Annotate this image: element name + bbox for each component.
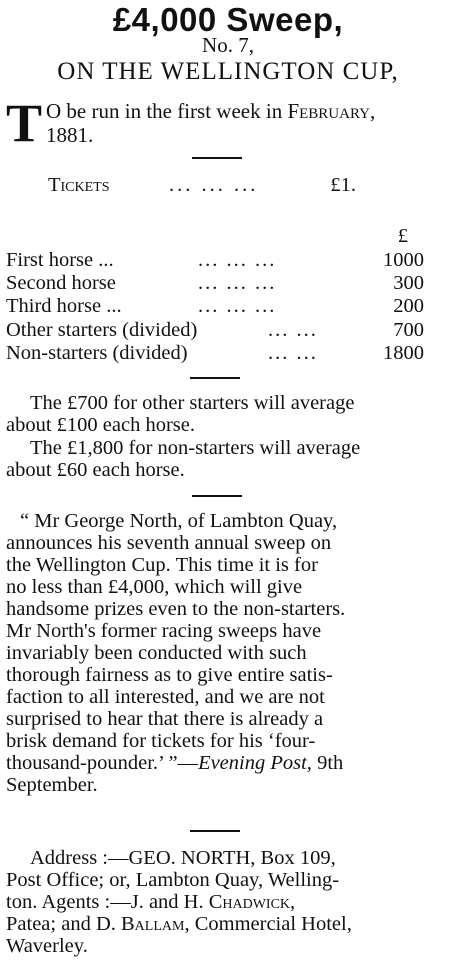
- headline-subtitle: ON THE WELLINGTON CUP,: [57, 58, 399, 85]
- address-line: Post Office; or, Lambton Quay, Welling-: [6, 869, 340, 891]
- prize-value: 1800: [383, 342, 424, 364]
- prize-value: 300: [393, 272, 424, 294]
- divider-rule: [190, 830, 240, 832]
- address-line: Waverley.: [6, 935, 88, 957]
- tickets-dots: ... ... ...: [169, 174, 259, 196]
- quote-line: Mr North's former racing sweeps have: [6, 620, 322, 642]
- prize-value: 700: [393, 319, 424, 341]
- address-line: [6, 891, 424, 913]
- prize-dots: ... ... ...: [198, 295, 277, 317]
- quote-line: surprised to hear that there is already a: [6, 708, 324, 730]
- headline-title: £4,000 Sweep,: [112, 1, 344, 38]
- divider-rule: [192, 157, 242, 159]
- address-line: [6, 913, 424, 935]
- press-quote: [6, 510, 424, 796]
- prize-dots: ... ...: [268, 342, 318, 364]
- text-line: about £60 each horse.: [6, 459, 185, 481]
- text-line: The £700 for other starters will average: [30, 392, 355, 414]
- address-line: Address :—GEO. NORTH, Box 109,: [30, 847, 336, 869]
- divider-rule: [192, 495, 242, 497]
- headline-number: No. 7,: [202, 33, 254, 57]
- quote-date: 9th: [311, 752, 344, 774]
- quote-line: brisk demand for tickets for his ‘four-: [6, 730, 316, 752]
- prize-value: 200: [393, 295, 424, 317]
- quote-line: handsome prizes even to the non-starters.: [6, 598, 346, 620]
- address-block: [6, 847, 424, 957]
- prize-label: First horse ...: [6, 249, 114, 271]
- prize-label: Third horse ...: [6, 295, 122, 317]
- quote-line: no less than £4,000, which will give: [6, 576, 303, 598]
- address-text: Commercial Hotel,: [189, 913, 352, 935]
- currency-symbol: £: [397, 225, 408, 247]
- drop-cap: T: [6, 93, 43, 153]
- quote-line: September.: [6, 774, 98, 796]
- quote-line: faction to all interested, and we are not: [6, 686, 325, 708]
- quote-line: invariably been conducted with such: [6, 642, 307, 664]
- prize-label: Non-starters (divided): [6, 342, 188, 364]
- tickets-label: Tickets: [48, 174, 110, 196]
- prize-label: Other starters (divided): [6, 319, 198, 341]
- prize-label: Second horse: [6, 272, 116, 294]
- address-text: Patea; and D.: [6, 913, 121, 935]
- prize-dots: ... ... ...: [198, 249, 277, 271]
- agent-name: Ballam,: [121, 913, 190, 935]
- tickets-price: £1.: [330, 174, 356, 196]
- quote-text: thousand-pounder.’ ”—: [6, 752, 199, 774]
- address-text: ton. Agents :—J. and H.: [6, 891, 209, 913]
- average-paragraph-1: [6, 392, 430, 436]
- text-line: The £1,800 for non-starters will average: [30, 437, 361, 459]
- prize-value: 1000: [383, 249, 424, 271]
- quote-line: [6, 752, 424, 774]
- quote-line: “ Mr George North, of Lambton Quay,: [20, 510, 338, 532]
- intro-text: O be run in the first week in: [46, 99, 288, 123]
- quote-line: the Wellington Cup. This time it is for: [6, 554, 318, 576]
- prize-dots: ... ... ...: [198, 272, 277, 294]
- intro-month: February,: [287, 99, 376, 123]
- divider-rule: [190, 377, 240, 379]
- quote-line: thorough fairness as to give entire satis-: [6, 664, 333, 686]
- text-line: about £100 each horse.: [6, 414, 195, 436]
- intro-paragraph: [46, 99, 436, 147]
- quote-source: Evening Post,: [198, 752, 312, 774]
- average-paragraph-2: [6, 437, 430, 481]
- agent-name: Chadwick,: [208, 891, 296, 913]
- quote-line: announces his seventh annual sweep on: [6, 532, 332, 554]
- prize-dots: ... ...: [268, 319, 318, 341]
- intro-year: 1881.: [46, 123, 94, 147]
